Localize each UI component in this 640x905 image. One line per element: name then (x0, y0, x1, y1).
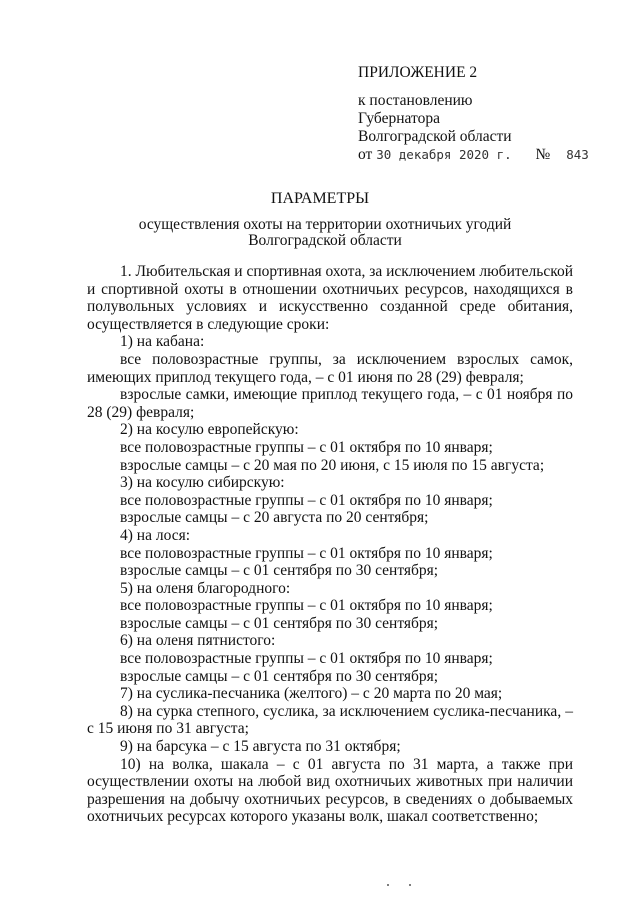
paragraph: взрослые самцы – с 20 августа по 20 сентября; (120, 509, 429, 527)
paragraph: 2) на косулю европейскую: (120, 421, 299, 439)
decree-from: от (358, 146, 373, 163)
paragraph: все половозрастные группы – с 01 октября по 10 января; (120, 491, 493, 509)
document-subtitle: осуществления охоты на территории охотничьих угодий Волгоградской области (138, 216, 512, 249)
appendix-line: Волгоградской области (358, 128, 512, 145)
paragraph: взрослые самцы – с 01 сентября по 30 сентября; (120, 614, 439, 632)
paragraph: 1) на кабана: (120, 333, 205, 351)
paragraph: 1. Любительская и спортивная охота, за исключением любительской и спортивной охоты в отношении охотничьих ресурсов, находящихся в полувольных условиях и искусственно созданной среде обитания, осуществляется в следующие сроки: (87, 263, 573, 333)
paragraph: 4) на лося: (120, 526, 191, 544)
paragraph: взрослые самцы – с 01 сентября по 30 сентября; (120, 667, 439, 685)
paragraph: 6) на оленя пятнистого: (120, 632, 276, 650)
decree-number-sign: № (535, 146, 551, 163)
paragraph: 10) на волка, шакала – с 01 августа по 31 марта, а также при осуществлении охоты на любой вид охотничьих животных при наличии разрешения на добычу охотничьих ресурсов, в сведениях о добываемых охотничьих ресурсах которого указаны волк, шакал соответственно; (87, 755, 573, 826)
document-body (87, 263, 573, 826)
appendix-title: ПРИЛОЖЕНИЕ 2 (358, 64, 478, 81)
paragraph: 8) на сурка степного, суслика, за исключением суслика-песчаника, – с 15 июня по 31 августа; (87, 702, 573, 738)
paragraph: все половозрастные группы, за исключением взрослых самок, имеющих приплод текущего года, – с 01 июня по 28 (29) февраля; (87, 350, 573, 386)
paragraph: взрослые самцы – с 20 мая по 20 июня, с 15 июля по 15 августа; (120, 456, 545, 474)
paragraph: 3) на косулю сибирскую: (120, 474, 285, 492)
decree-date: 30 декабря 2020 г. (376, 147, 512, 162)
paragraph: 5) на оленя благородного: (120, 579, 291, 597)
paragraph: 9) на барсука – с 15 августа по 31 октября; (120, 738, 401, 756)
scan-speck (387, 884, 389, 886)
scan-speck (409, 884, 411, 886)
decree-number: 843 (566, 147, 589, 162)
decree-reference (358, 146, 589, 164)
paragraph: все половозрастные группы – с 01 октября по 10 января; (120, 597, 493, 615)
paragraph: все половозрастные группы – с 01 октября по 10 января; (120, 544, 493, 562)
appendix-block (358, 64, 512, 146)
paragraph: все половозрастные группы – с 01 октября по 10 января; (120, 650, 493, 668)
paragraph: 7) на суслика-песчаника (желтого) – с 20 марта по 20 мая; (120, 685, 503, 703)
document-title: ПАРАМЕТРЫ (270, 190, 370, 207)
paragraph: взрослые самки, имеющие приплод текущего года, – с 01 ноября по 28 (29) февраля; (87, 386, 573, 421)
paragraph: все половозрастные группы – с 01 октября по 10 января; (120, 438, 493, 456)
paragraph: взрослые самцы – с 01 сентября по 30 сентября; (120, 562, 439, 580)
appendix-line: Губернатора (358, 110, 440, 127)
appendix-line: к постановлению (358, 92, 473, 109)
